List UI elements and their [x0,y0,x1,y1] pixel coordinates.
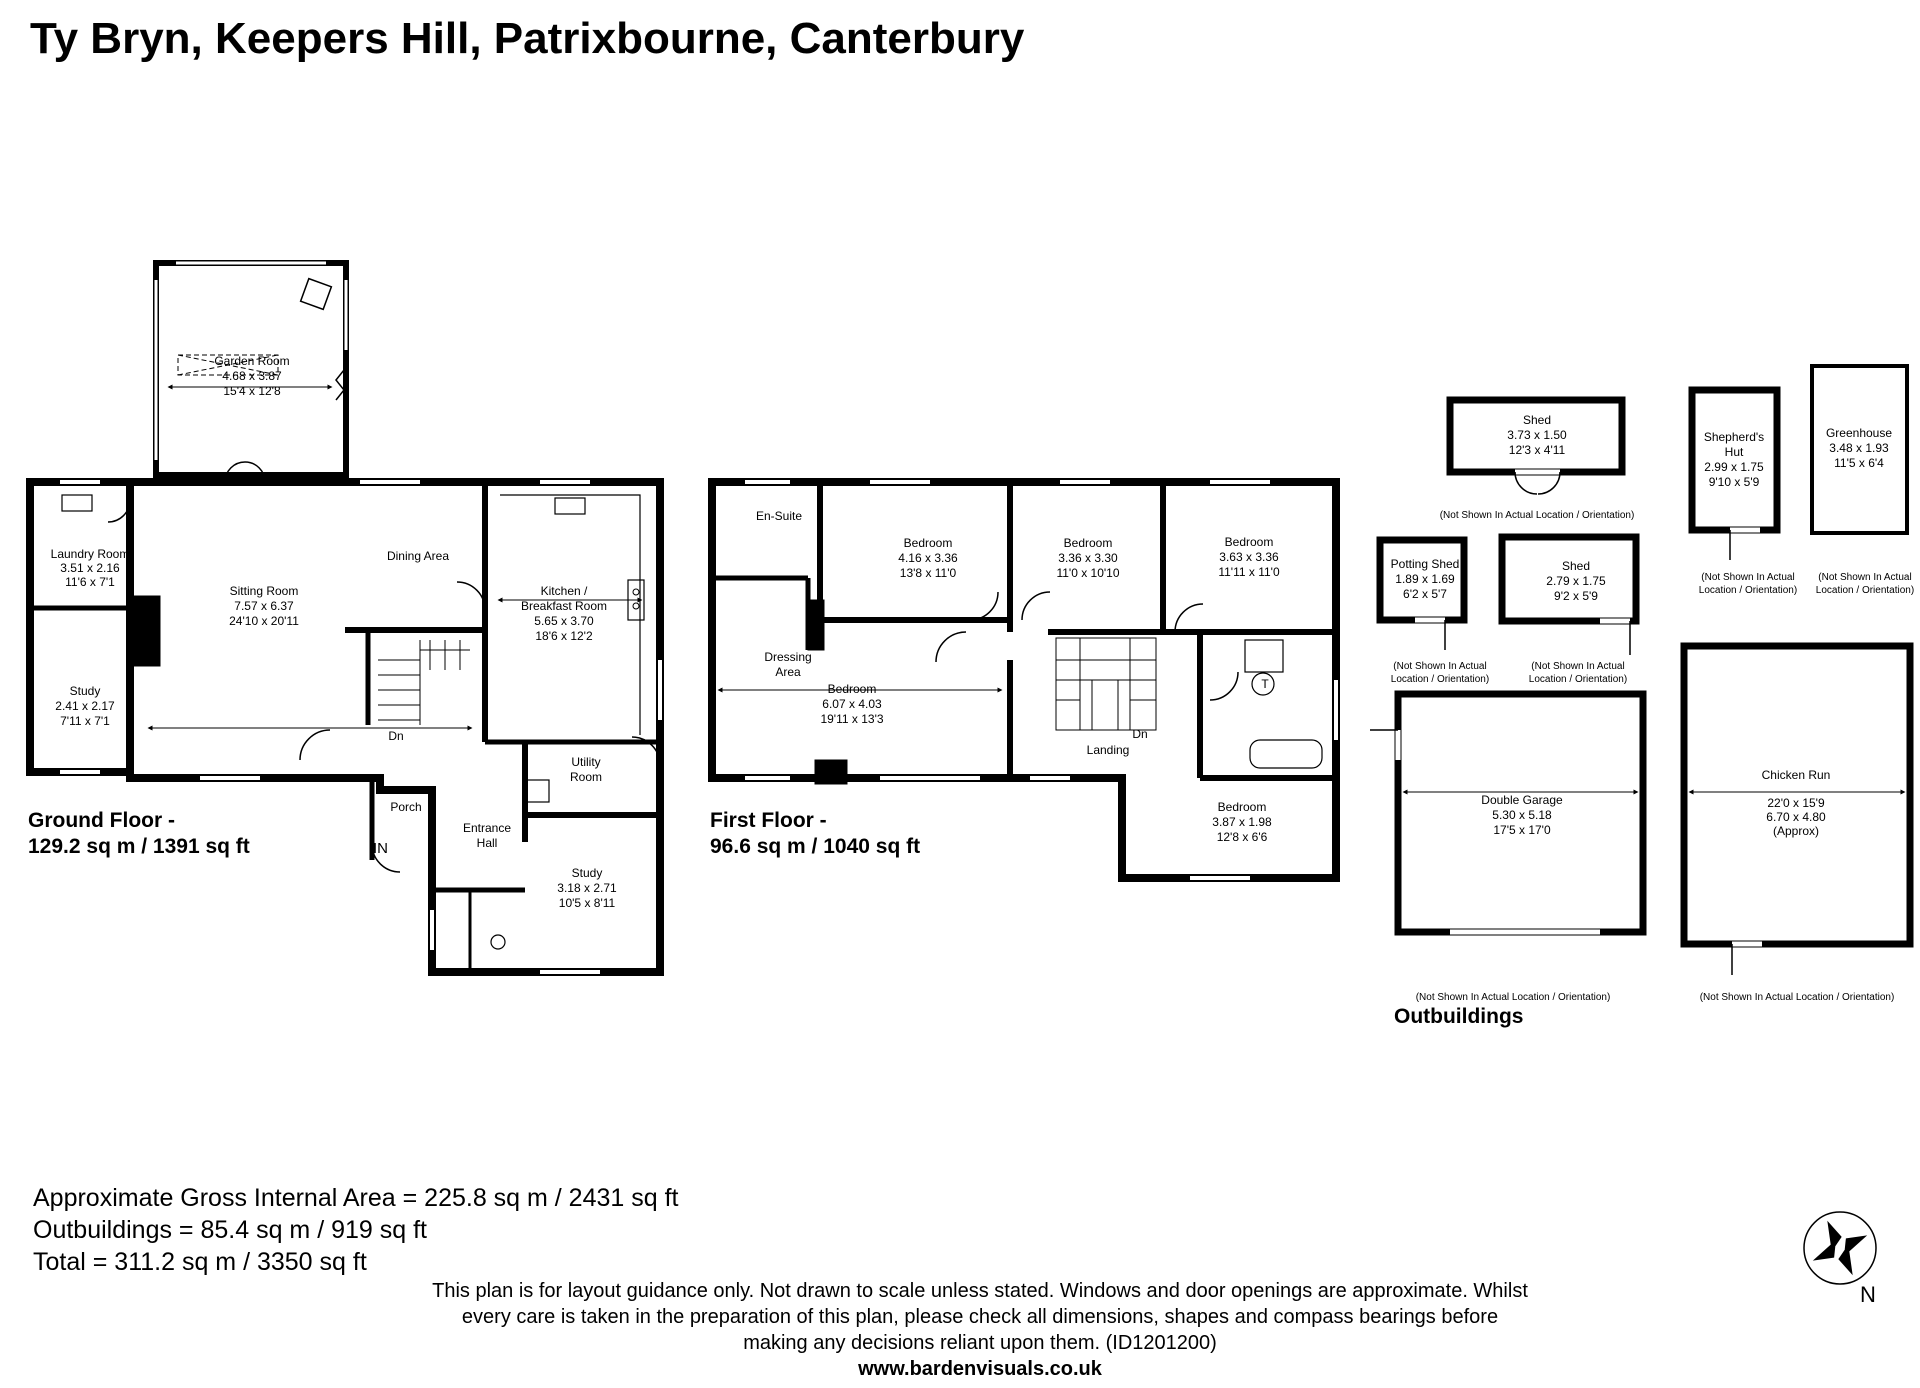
outbuilding-imperial: 9'10 x 5'9 [1708,475,1760,489]
outbuilding-dims: 3.48 x 1.93 [1829,441,1889,455]
outbuilding-name: Shepherd's [1703,430,1765,444]
ground-floor-label [28,808,250,860]
room-name: Bedroom [1063,536,1113,550]
room-dims: 3.87 x 1.98 [1212,815,1272,829]
room-dims: 7.57 x 6.37 [234,599,294,613]
outbuilding-imperial: 6'2 x 5'7 [1403,587,1447,601]
outbuilding-imperial: 6.70 x 4.80 [1766,810,1826,824]
page-title: Ty Bryn, Keepers Hill, Patrixbourne, Canterbury [30,14,1025,63]
room-imperial: 13'8 x 11'0 [899,566,957,580]
room-name: Hall [476,836,498,850]
location-note: Location / Orientation) [1815,585,1915,596]
tank-label: T [1261,677,1269,691]
room-dims: 3.63 x 3.36 [1219,550,1279,564]
outbuilding-imperial: 17'5 x 17'0 [1493,823,1551,837]
outbuilding-name: Chicken Run [1761,768,1831,782]
room-name: Landing [1086,743,1130,757]
room-name: Laundry Room [50,547,130,561]
room-imperial: 11'11 x 11'0 [1218,565,1280,579]
outbuilding-name: Potting Shed [1390,557,1460,571]
outbuilding-name: Hut [1724,445,1744,459]
room-name: Bedroom [1217,800,1267,814]
outbuilding-name: Shed [1561,559,1591,573]
outbuilding-dims: 22'0 x 15'9 [1767,796,1825,810]
outbuilding-name: Greenhouse [1825,426,1893,440]
room-dims: 4.68 x 3.87 [222,369,282,383]
location-note: (Not Shown In Actual Location / Orientation) [1699,992,1895,1003]
room-name: Kitchen / [540,584,588,598]
room-dims: 4.16 x 3.36 [898,551,958,565]
outbuilding-extra: (Approx) [1772,824,1820,838]
room-name: Room [569,770,603,784]
room-name: Entrance [462,821,512,835]
location-note: (Not Shown In Actual Location / Orientation) [1439,510,1635,521]
location-note: Location / Orientation) [1528,674,1628,685]
room-imperial: 11'6 x 7'1 [65,575,115,589]
room-dims: 3.51 x 2.16 [60,561,120,575]
gross-area: Approximate Gross Internal Area = 225.8 sq m / 2431 sq ft [33,1184,679,1212]
area-summary [33,1182,678,1278]
chicken-run-walls [1684,646,1910,944]
entry-label: IN [373,840,388,857]
outbuilding-name: Shed [1522,413,1552,427]
outbuilding-name: Double Garage [1481,793,1563,807]
stair-label: Dn [1132,727,1148,741]
location-note: (Not Shown In Actual [1701,572,1795,583]
total-area: Total = 311.2 sq m / 3350 sq ft [33,1248,367,1276]
disclaimer-text: This plan is for layout guidance only. Not drawn to scale unless stated. Windows and door openings are approximate. Whilst every care is taken in the preparation of this plan, please check all dimensions, shapes and compass bearings before making any decisions reliant upon them. (ID1201200) [432,1280,1528,1354]
outbuildings-area: Outbuildings = 85.4 sq m / 919 sq ft [33,1216,427,1244]
room-dims: 6.07 x 4.03 [822,697,882,711]
compass-icon [1800,1208,1880,1288]
stair-label: Dn [388,729,404,743]
ground-floor-area: 129.2 sq m / 1391 sq ft [28,835,250,858]
outbuilding-dims: 2.79 x 1.75 [1546,574,1606,588]
room-name: Bedroom [827,682,877,696]
room-name: Dining Area [386,549,450,563]
room-name: Bedroom [1224,535,1274,549]
location-note: Location / Orientation) [1390,674,1490,685]
room-name: Sitting Room [229,584,299,598]
room-dims: 3.18 x 2.71 [557,881,617,895]
first-floor-label [710,808,920,860]
room-imperial: 24'10 x 20'11 [229,614,299,628]
first-floor-name: First Floor - [710,809,827,832]
outbuilding-dims: 2.99 x 1.75 [1704,460,1764,474]
room-dims: 2.41 x 2.17 [55,699,115,713]
room-imperial: 19'11 x 13'3 [820,712,884,726]
outbuilding-imperial: 9'2 x 5'9 [1554,589,1598,603]
room-imperial: 15'4 x 12'8 [223,384,281,398]
compass-north-label: N [1860,1282,1876,1307]
outbuilding-dims: 5.30 x 5.18 [1492,808,1552,822]
room-name: Bedroom [903,536,953,550]
outbuilding-dims: 1.89 x 1.69 [1395,572,1455,586]
room-dims: 3.36 x 3.30 [1058,551,1118,565]
website-link[interactable]: www.bardenvisuals.co.uk [858,1358,1102,1380]
room-imperial: 18'6 x 12'2 [535,629,593,643]
outbuilding-imperial: 11'5 x 6'4 [1834,456,1884,470]
room-name: Utility [571,755,601,769]
room-name: Area [775,665,801,679]
disclaimer [430,1278,1530,1382]
room-imperial: 10'5 x 8'11 [558,896,616,910]
room-imperial: 11'0 x 10'10 [1056,566,1120,580]
room-name: Breakfast Room [520,599,608,613]
location-note: Location / Orientation) [1698,585,1798,596]
outbuilding-dims: 3.73 x 1.50 [1507,428,1567,442]
room-name: Study [69,684,101,698]
room-name: En-Suite [756,509,803,523]
outbuildings-label: Outbuildings [1394,1005,1524,1028]
first-floor-area: 96.6 sq m / 1040 sq ft [710,835,921,858]
outbuilding-imperial: 12'3 x 4'11 [1508,443,1566,457]
room-imperial: 7'11 x 7'1 [60,714,110,728]
room-imperial: 12'8 x 6'6 [1216,830,1268,844]
room-name: Study [571,866,603,880]
room-name: Porch [390,800,422,814]
room-name: Dressing [764,650,812,664]
ground-floor-name: Ground Floor - [28,809,175,832]
room-name: Garden Room [214,354,290,368]
location-note: (Not Shown In Actual [1531,661,1625,672]
room-labels [51,354,1915,1003]
location-note: (Not Shown In Actual [1393,661,1487,672]
room-dims: 5.65 x 3.70 [534,614,594,628]
location-note: (Not Shown In Actual [1818,572,1912,583]
location-note: (Not Shown In Actual Location / Orientation) [1415,992,1611,1003]
